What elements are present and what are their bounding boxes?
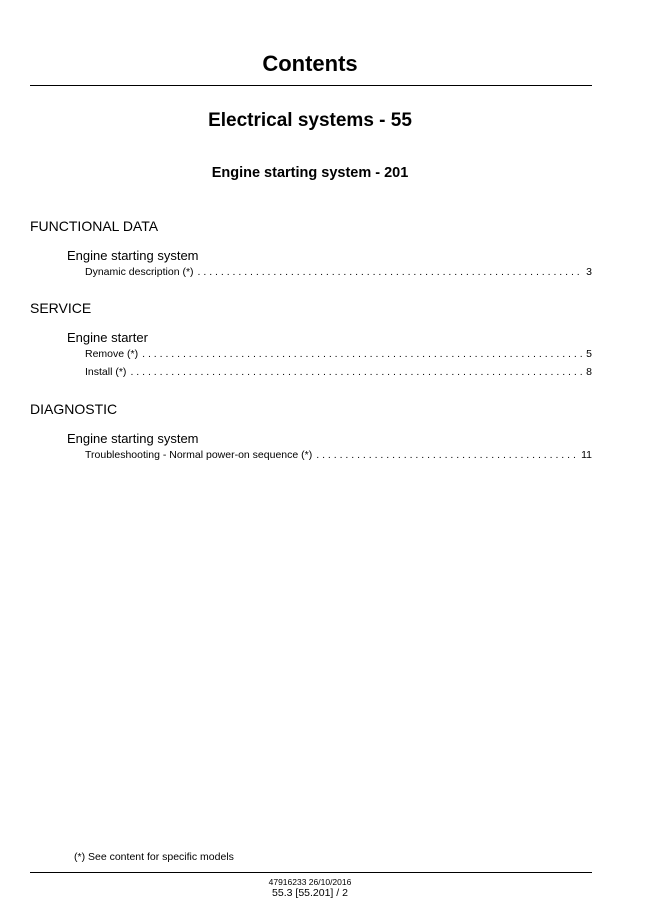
section-heading-diagnostic: DIAGNOSTIC xyxy=(30,401,118,417)
toc-entry-label: Dynamic description (*) xyxy=(85,266,194,278)
toc-entry-remove[interactable] xyxy=(85,348,592,360)
dot-leader xyxy=(198,266,583,278)
document-reference: 47916233 26/10/2016 xyxy=(268,877,352,887)
group-title: Engine starting system - 201 xyxy=(211,165,409,181)
page-title: Contents xyxy=(262,51,358,76)
toc-entry-label: Troubleshooting - Normal power-on sequence (*) xyxy=(85,449,313,461)
footnote: (*) See content for specific models xyxy=(74,851,234,863)
toc-entry-page: 3 xyxy=(586,266,592,278)
subsection-heading-engine-starter: Engine starter xyxy=(67,330,148,345)
toc-entry-page: 8 xyxy=(586,366,592,378)
dot-leader xyxy=(316,449,577,461)
page-reference: 55.3 [55.201] / 2 xyxy=(272,887,348,899)
system-title: Electrical systems - 55 xyxy=(208,110,412,131)
dot-leader xyxy=(142,348,582,360)
bottom-divider xyxy=(30,872,592,873)
top-divider xyxy=(30,85,592,86)
dot-leader xyxy=(130,366,582,378)
toc-entry-troubleshooting[interactable] xyxy=(85,449,592,461)
subsection-heading-engine-starting-system: Engine starting system xyxy=(67,248,199,263)
toc-entry-install[interactable] xyxy=(85,366,592,378)
section-heading-functional-data: FUNCTIONAL DATA xyxy=(30,218,159,234)
toc-entry-label: Install (*) xyxy=(85,366,127,378)
section-heading-service: SERVICE xyxy=(30,300,92,316)
toc-entry-dynamic-description[interactable] xyxy=(85,266,592,278)
toc-entry-page: 11 xyxy=(581,449,592,461)
toc-entry-label: Remove (*) xyxy=(85,348,139,360)
toc-entry-page: 5 xyxy=(586,348,592,360)
subsection-heading-engine-starting-system: Engine starting system xyxy=(67,431,199,446)
